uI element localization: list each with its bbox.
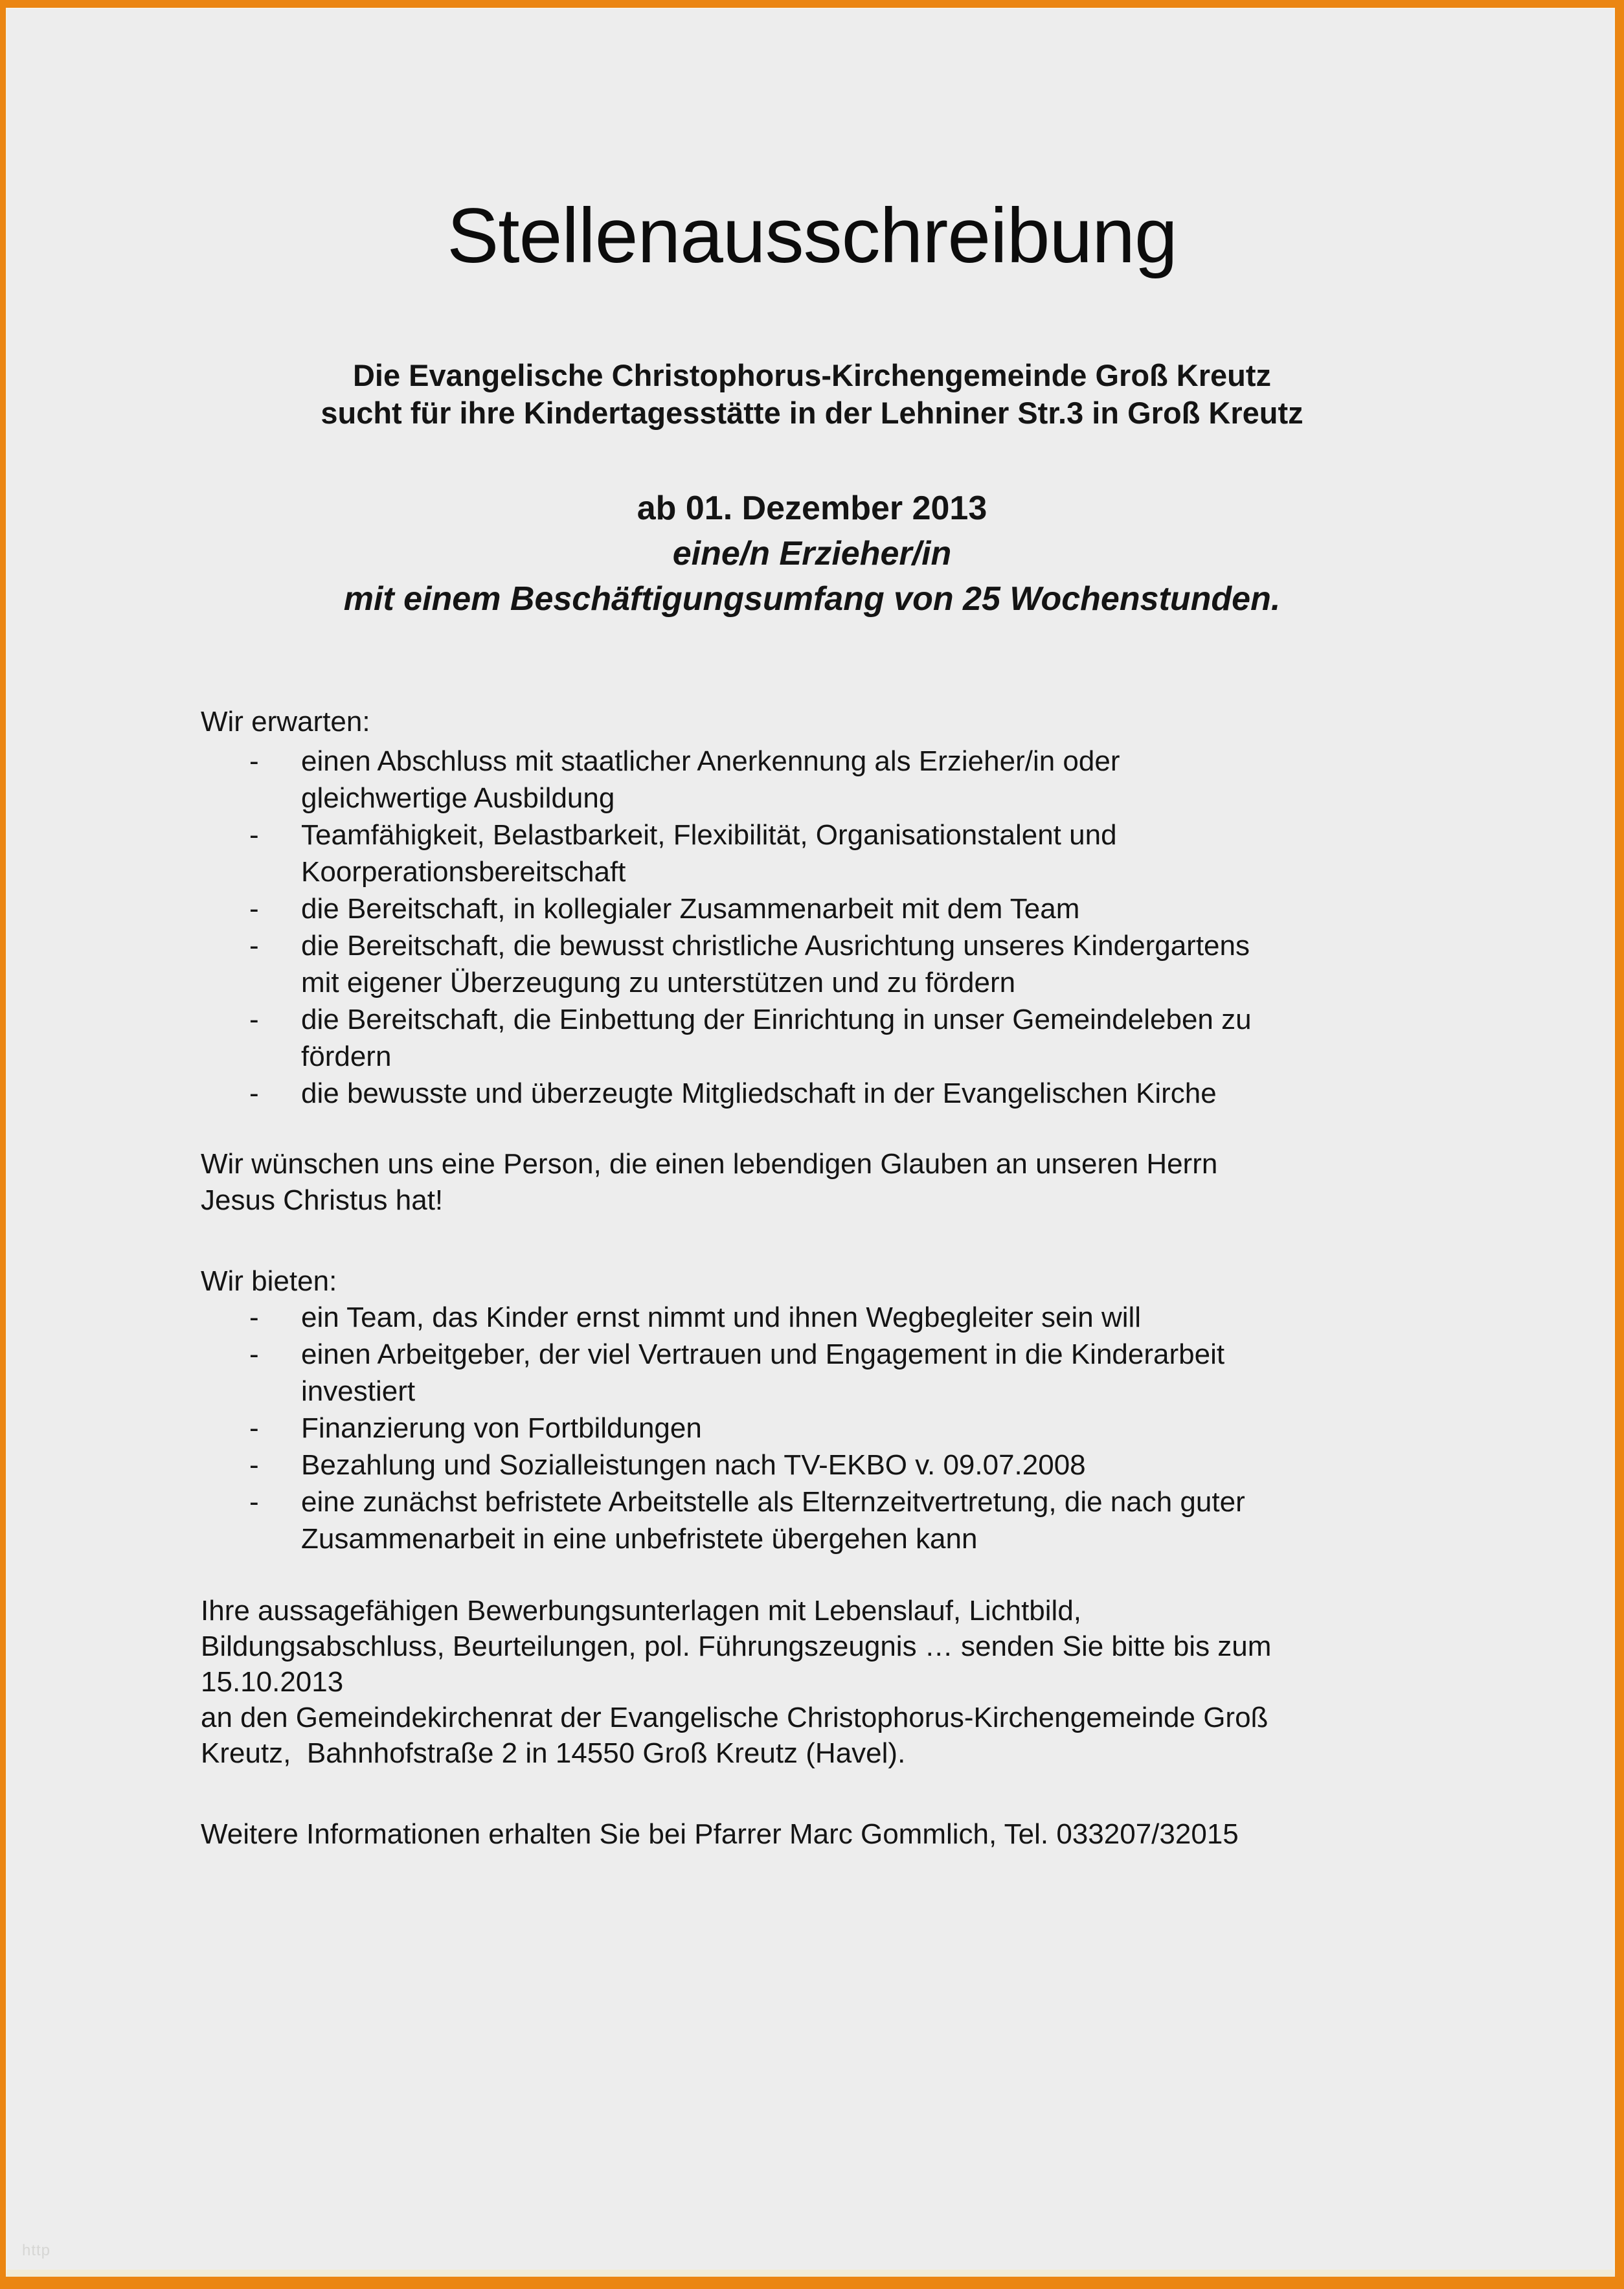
bullet-line: fördern — [301, 1041, 392, 1072]
text-line: sucht für ihre Kindertagesstätte in der Lehniner Str.3 in Groß Kreutz — [321, 396, 1303, 430]
bullet-dash-marker: - — [249, 1338, 259, 1370]
bullet-dash-marker: - — [249, 745, 259, 777]
bullet-line: Koorperationsbereitschaft — [301, 856, 626, 888]
text-line: Jesus Christus hat! — [201, 1184, 444, 1216]
bullet-dash-marker: - — [249, 1412, 259, 1444]
bullet-item — [201, 1299, 1528, 1336]
text-line: Wir wünschen uns eine Person, die einen lebendigen Glauben an unseren Herrn — [201, 1148, 1218, 1180]
bullet-line: - die Bereitschaft, die bewusst christliche Ausrichtung unseres Kindergartens — [201, 927, 1528, 964]
bullet-item — [201, 1410, 1528, 1447]
bullet-dash-marker: - — [249, 1302, 259, 1333]
bullet-line: - Teamfähigkeit, Belastbarkeit, Flexibilität, Organisationstalent und — [201, 817, 1528, 853]
bullet-line: - die Bereitschaft, in kollegialer Zusammenarbeit mit dem Team — [201, 890, 1528, 927]
page-content-layer — [6, 8, 1615, 2277]
text-line: Die Evangelische Christophorus-Kirchengemeinde Groß Kreutz — [352, 358, 1272, 392]
bullet-dash-marker: - — [249, 1449, 259, 1481]
position-block — [6, 486, 1615, 622]
bullet-line: - Bezahlung und Sozialleistungen nach TV-EKBO v. 09.07.2008 — [201, 1447, 1528, 1483]
application-paragraph — [201, 1593, 1548, 1771]
scope-line: mit einem Beschäftigungsumfang von 25 Wochenstunden. — [343, 580, 1281, 618]
bullet-line: - einen Arbeitgeber, der viel Vertrauen und Engagement in die Kinderarbeit — [201, 1336, 1528, 1373]
bullet-dash-marker: - — [249, 893, 259, 925]
text-line: Bildungsabschluss, Beurteilungen, pol. Führungszeugnis … senden Sie bitte bis zum — [201, 1630, 1272, 1662]
bullet-dash-marker: - — [249, 1486, 259, 1518]
offer-list — [201, 1299, 1528, 1557]
text-line: 15.10.2013 — [201, 1666, 344, 1698]
expectations-list — [201, 743, 1528, 1112]
bullet-line: gleichwertige Ausbildung — [301, 782, 615, 814]
bullet-item — [201, 1483, 1528, 1557]
bullet-item — [201, 890, 1528, 927]
wish-paragraph — [201, 1146, 1548, 1219]
bullet-item — [201, 927, 1528, 1001]
bullet-dash-marker: - — [249, 1004, 259, 1035]
document-title: Stellenausschreibung — [447, 192, 1177, 279]
bullet-line: - ein Team, das Kinder ernst nimmt und ihnen Wegbegleiter sein will — [201, 1299, 1528, 1336]
bullet-line: mit eigener Überzeugung zu unterstützen und zu fördern — [301, 967, 1016, 998]
role-line: eine/n Erzieher/in — [672, 535, 952, 572]
bullet-item — [201, 1336, 1528, 1410]
bullet-item — [201, 817, 1528, 890]
bullet-line: - die bewusste und überzeugte Mitgliedschaft in der Evangelischen Kirche — [201, 1075, 1528, 1112]
bullet-item — [201, 1001, 1528, 1075]
text-line: an den Gemeindekirchenrat der Evangelische Christophorus-Kirchengemeinde Groß — [201, 1702, 1269, 1733]
bullet-line: - die Bereitschaft, die Einbettung der Einrichtung in unser Gemeindeleben zu — [201, 1001, 1528, 1038]
bullet-item — [201, 1447, 1528, 1483]
text-line: Ihre aussagefähigen Bewerbungsunterlagen mit Lebenslauf, Lichtbild, — [201, 1595, 1082, 1627]
bullet-dash-marker: - — [249, 819, 259, 851]
bullet-dash-marker: - — [249, 930, 259, 962]
scanned-page — [6, 8, 1615, 2277]
bullet-item — [201, 743, 1528, 817]
contact-line: Weitere Informationen erhalten Sie bei Pfarrer Marc Gommlich, Tel. 033207/32015 — [201, 1818, 1239, 1850]
bullet-dash-marker: - — [249, 1077, 259, 1109]
text-line: Kreutz, Bahnhofstraße 2 in 14550 Groß Kreutz (Havel). — [201, 1737, 906, 1769]
watermark-text: http — [22, 2242, 51, 2259]
bullet-line: - eine zunächst befristete Arbeitstelle als Elternzeitvertretung, die nach guter — [201, 1483, 1528, 1520]
intro-paragraph — [6, 357, 1615, 432]
expectations-heading: Wir erwarten: — [201, 706, 370, 738]
bullet-line: - Finanzierung von Fortbildungen — [201, 1410, 1528, 1447]
offer-heading: Wir bieten: — [201, 1265, 337, 1297]
start-date-line: ab 01. Dezember 2013 — [637, 490, 987, 527]
bullet-line: - einen Abschluss mit staatlicher Anerkennung als Erzieher/in oder — [201, 743, 1528, 780]
bullet-line: Zusammenarbeit in eine unbefristete übergehen kann — [301, 1523, 978, 1555]
bullet-item — [201, 1075, 1528, 1112]
bullet-line: investiert — [301, 1375, 416, 1407]
